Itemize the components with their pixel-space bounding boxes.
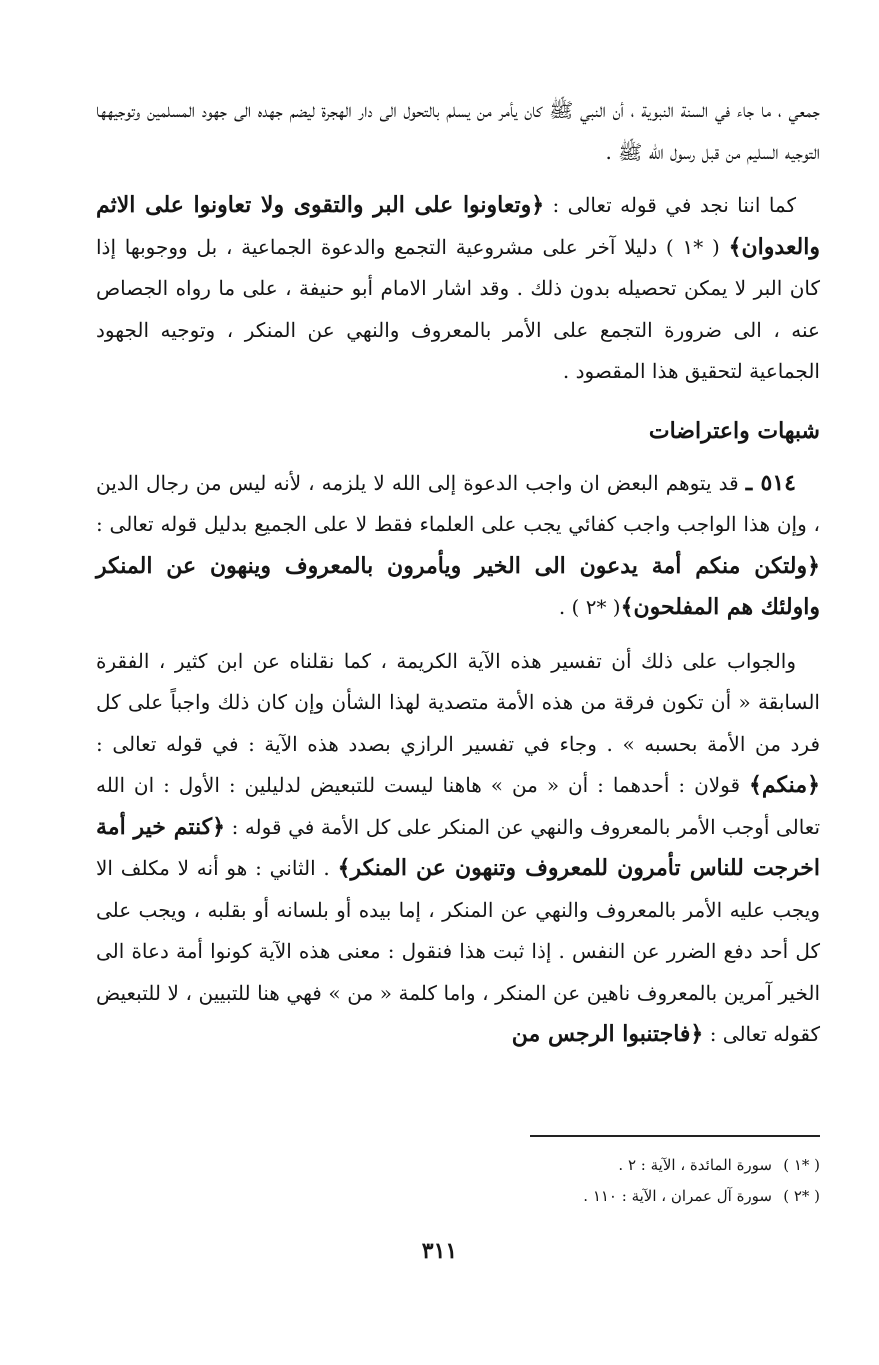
footnote-text: سورة آل عمران ، الآية : ١١٠ . [583,1187,772,1205]
paragraph-514 [96,463,820,629]
footnotes [96,1150,820,1212]
section-heading: شبهات واعتراضات [648,417,820,444]
paragraph-hijra: جمعي ، ما جاء في السنة النبوية ، أن النبي ﷺ كان يأمر من يسلم بالتحول الى دار الهجرة ليضم جهده الى جهود المسلمين وتوجيهها التوجيه السليم من قبل رسول الله ﷺ . [96,98,820,164]
paragraph-text: قد يتوهم البعض ان واجب الدعوة إلى الله لا يلزمه ، لأنه ليس من رجال الدين ، وإن هذا الواجب واجب كفائي يجب على العلماء فقط لا على الجميع بدليل قوله تعالى : [96,470,820,536]
footnote-divider [530,1135,820,1137]
footnote-number: ( *١ ) [783,1156,820,1174]
footnote-item [96,1150,820,1181]
footnote-item [96,1181,820,1212]
paragraph-answer [96,641,820,1056]
quran-verse: ﴿ولتكن منكم أمة يدعون الى الخير ويأمرون بالمعروف وينهون عن المنكر واولئك هم المفلحون﴾ [96,552,820,620]
quran-verse: ﴿وتعاونوا على البر والتقوى ولا تعاونوا على الاثم والعدوان﴾ [96,192,820,260]
quran-verse: ﴿كنتم خير أمة اخرجت للناس تأمرون للمعروف وتنهون عن المنكر﴾ [96,813,821,881]
paragraph-cooperation [96,185,820,393]
footnote-ref: ( *٢ ) . [558,595,621,619]
paragraph-number: ٥١٤ ـ [745,469,796,496]
quran-verse: ﴿فاجتنبوا الرجس من [511,1021,704,1047]
page-number: ٣١١ [421,1238,458,1264]
footnote-text: سورة المائدة ، الآية : ٢ . [618,1156,772,1174]
paragraph-text: كما اننا نجد في قوله تعالى : [552,193,796,217]
paragraph-text: والجواب على ذلك أن تفسير هذه الآية الكريمة ، كما نقلناه عن ابن كثير ، الفقرة السابقة « أن تكون فرقة من هذه الأمة متصدية لهذا الشأن وإن كان ذلك واجباً على كل فرد من الأمة بحسبه » . وجاء في تفسير الرازي بصدد هذه الآية : في قوله تعالى : [96,648,821,756]
page-body [96,90,820,1056]
paragraph-text: ( *١ ) دليلا آخر على مشروعية التجمع والدعوة الجماعية ، بل ووجوبها إذا كان البر لا يمكن تحصيله بدون ذلك . وقد اشار الامام أبو حنيفة ، على ما رواه الجصاص عنه ، الى ضرورة التجمع على الأمر بالمعروف والنهي عن المنكر ، وتوجيه الجهود الجماعية لتحقيق هذا المقصود . [96,234,820,383]
footnote-number: ( *٢ ) [783,1187,820,1205]
paragraph-text: قولان : أحدهما : أن « من » هاهنا ليست للتبعيض لدليلين : الأول : ان الله تعالى أوجب الأمر بالمعروف والنهي عن المنكر على كل الأمة في قوله : [96,773,821,839]
paragraph-text: . الثاني : هو أنه لا مكلف الا ويجب عليه الأمر بالمعروف والنهي عن المنكر ، إما بيده أو بلسانه أو بقلبه ، ويجب على كل أحد دفع الضرر عن النفس . إذا ثبت هذا فنقول : معنى هذه الآية كونوا أمة دعاة الى الخير آمرين بالمعروف ناهين عن المنكر ، واما كلمة « من » فهي هنا للتبيين ، لا للتبعيض كقوله تعالى : [96,856,820,1046]
quran-verse: ﴿منكم﴾ [749,772,820,798]
